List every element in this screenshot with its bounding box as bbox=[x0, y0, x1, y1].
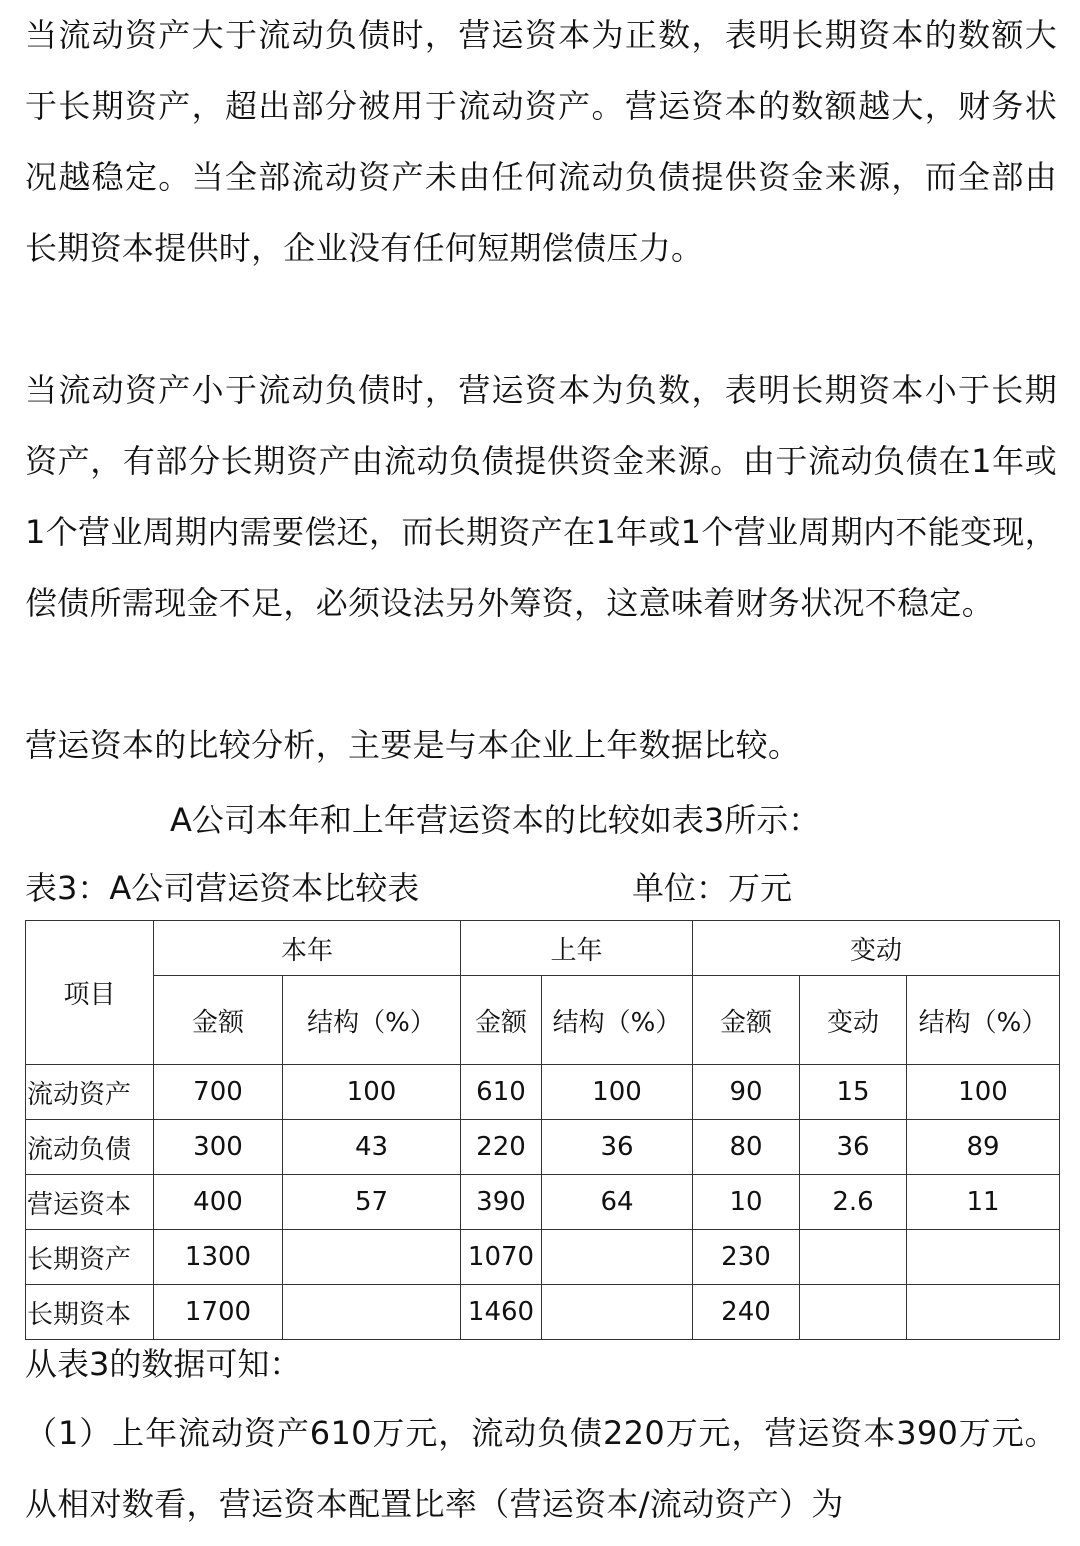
cell-previous-amount: 610 bbox=[461, 1065, 542, 1120]
header-change-structure: 结构（%） bbox=[907, 976, 1060, 1065]
cell-change-amount: 10 bbox=[693, 1175, 800, 1230]
row-label: 长期资产 bbox=[26, 1230, 154, 1285]
cell-current-structure: 100 bbox=[283, 1065, 461, 1120]
cell-change-amount: 240 bbox=[693, 1285, 800, 1340]
cell-current-amount: 1700 bbox=[154, 1285, 283, 1340]
header-previous-amount: 金额 bbox=[461, 976, 542, 1065]
cell-change-amount: 90 bbox=[693, 1065, 800, 1120]
paragraph-comparison-analysis: 营运资本的比较分析，主要是与本企业上年数据比较。 bbox=[25, 726, 801, 764]
paragraph-negative-working-capital: 当流动资产小于流动负债时，营运资本为负数，表明长期资本小于长期资产，有部分长期资产由流动负债提供资金来源。由于流动负债在1年或1个营业周期内需要偿还，而长期资产在1年或1个营业周期内不能变现，偿债所需现金不足，必须设法另外筹资，这意味着财务状况不稳定。 bbox=[25, 371, 1057, 622]
row-label: 营运资本 bbox=[26, 1175, 154, 1230]
header-current-amount: 金额 bbox=[154, 976, 283, 1065]
cell-previous-amount: 1460 bbox=[461, 1285, 542, 1340]
cell-current-structure bbox=[283, 1230, 461, 1285]
cell-change-amount: 80 bbox=[693, 1120, 800, 1175]
cell-change-rate: 2.6 bbox=[800, 1175, 907, 1230]
cell-change-rate bbox=[800, 1230, 907, 1285]
cell-previous-structure: 36 bbox=[542, 1120, 693, 1175]
cell-previous-amount: 220 bbox=[461, 1120, 542, 1175]
table-caption: 表3：A公司营运资本比较表 bbox=[25, 869, 420, 907]
cell-current-structure: 43 bbox=[283, 1120, 461, 1175]
table-row bbox=[26, 1285, 1060, 1340]
cell-previous-structure: 64 bbox=[542, 1175, 693, 1230]
cell-change-structure: 89 bbox=[907, 1120, 1060, 1175]
cell-current-amount: 300 bbox=[154, 1120, 283, 1175]
cell-current-amount: 700 bbox=[154, 1065, 283, 1120]
cell-current-amount: 1300 bbox=[154, 1230, 283, 1285]
cell-previous-amount: 1070 bbox=[461, 1230, 542, 1285]
header-item: 项目 bbox=[26, 921, 154, 1065]
header-change-amount: 金额 bbox=[693, 976, 800, 1065]
row-label: 流动资产 bbox=[26, 1065, 154, 1120]
header-change: 变动 bbox=[693, 921, 1060, 976]
paragraph-positive-working-capital: 当流动资产大于流动负债时，营运资本为正数，表明长期资本的数额大于长期资产，超出部分被用于流动资产。营运资本的数额越大，财务状况越稳定。当全部流动资产未由任何流动负债提供资金来源，而全部由长期资本提供时，企业没有任何短期偿债压力。 bbox=[25, 16, 1057, 267]
table-unit: 单位：万元 bbox=[632, 869, 793, 907]
cell-change-structure: 100 bbox=[907, 1065, 1060, 1120]
row-label: 长期资本 bbox=[26, 1285, 154, 1340]
row-label: 流动负债 bbox=[26, 1120, 154, 1175]
cell-change-rate: 15 bbox=[800, 1065, 907, 1120]
cell-change-rate: 36 bbox=[800, 1120, 907, 1175]
cell-previous-structure: 100 bbox=[542, 1065, 693, 1120]
working-capital-table bbox=[25, 920, 1060, 1340]
header-change-rate: 变动 bbox=[800, 976, 907, 1065]
table-row bbox=[26, 1175, 1060, 1230]
cell-previous-structure bbox=[542, 1285, 693, 1340]
cell-previous-amount: 390 bbox=[461, 1175, 542, 1230]
paragraph-conclusion: （1）上年流动资产610万元，流动负债220万元，营运资本390万元。从相对数看，营运资本配置比率（营运资本/流动资产）为 bbox=[25, 1414, 1057, 1523]
header-current-year: 本年 bbox=[154, 921, 461, 976]
cell-current-structure bbox=[283, 1285, 461, 1340]
table-intro: A公司本年和上年营运资本的比较如表3所示： bbox=[170, 801, 821, 839]
header-current-structure: 结构（%） bbox=[283, 976, 461, 1065]
cell-change-structure: 11 bbox=[907, 1175, 1060, 1230]
cell-change-structure bbox=[907, 1285, 1060, 1340]
table-header-row-2 bbox=[26, 976, 1060, 1065]
table-row bbox=[26, 1230, 1060, 1285]
cell-previous-structure bbox=[542, 1230, 693, 1285]
cell-change-amount: 230 bbox=[693, 1230, 800, 1285]
table-header-row-1 bbox=[26, 921, 1060, 976]
table-row bbox=[26, 1065, 1060, 1120]
cell-change-structure bbox=[907, 1230, 1060, 1285]
header-previous-structure: 结构（%） bbox=[542, 976, 693, 1065]
cell-current-structure: 57 bbox=[283, 1175, 461, 1230]
header-previous-year: 上年 bbox=[461, 921, 693, 976]
cell-change-rate bbox=[800, 1285, 907, 1340]
table-row bbox=[26, 1120, 1060, 1175]
cell-current-amount: 400 bbox=[154, 1175, 283, 1230]
after-table-text: 从表3的数据可知： bbox=[25, 1345, 302, 1383]
